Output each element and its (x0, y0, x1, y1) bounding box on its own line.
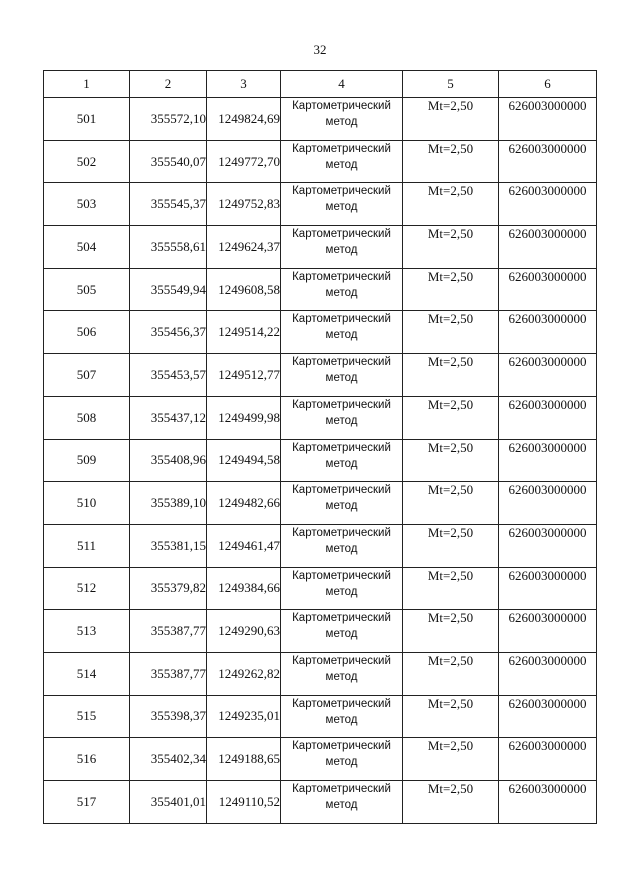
table-row (44, 98, 597, 141)
method-line-2: метод (325, 414, 358, 427)
method-line-2: метод (325, 201, 358, 214)
code: 626003000000 (499, 695, 597, 738)
coordinate-x: 355387,77 (130, 652, 207, 695)
method-cell (281, 524, 403, 567)
method-line-1: Картометрический (292, 441, 391, 454)
method-line-1: Картометрический (292, 313, 391, 326)
method-line-2: метод (325, 585, 358, 598)
table-row (44, 140, 597, 183)
method-line-2: метод (325, 670, 358, 683)
accuracy: Mt=2,50 (403, 652, 499, 695)
method-cell (281, 226, 403, 269)
table-row (44, 567, 597, 610)
accuracy: Mt=2,50 (403, 567, 499, 610)
point-number: 513 (44, 610, 130, 653)
coordinate-x: 355545,37 (130, 183, 207, 226)
coordinate-y: 1249482,66 (207, 482, 281, 525)
code: 626003000000 (499, 183, 597, 226)
column-header-3: 3 (207, 71, 281, 98)
coordinate-y: 1249384,66 (207, 567, 281, 610)
accuracy: Mt=2,50 (403, 482, 499, 525)
method-line-2: метод (325, 713, 358, 726)
point-number: 509 (44, 439, 130, 482)
table-row (44, 183, 597, 226)
method-cell (281, 482, 403, 525)
code: 626003000000 (499, 311, 597, 354)
coordinate-x: 355540,07 (130, 140, 207, 183)
point-number: 503 (44, 183, 130, 226)
coordinate-x: 355401,01 (130, 781, 207, 824)
table-row (44, 781, 597, 824)
table-row (44, 268, 597, 311)
method-line-2: метод (325, 244, 358, 257)
code: 626003000000 (499, 354, 597, 397)
column-header-1: 1 (44, 71, 130, 98)
method-cell (281, 610, 403, 653)
point-number: 505 (44, 268, 130, 311)
table-row (44, 610, 597, 653)
code: 626003000000 (499, 781, 597, 824)
coordinate-x: 355558,61 (130, 226, 207, 269)
code: 626003000000 (499, 226, 597, 269)
coordinate-x: 355381,15 (130, 524, 207, 567)
point-number: 507 (44, 354, 130, 397)
code: 626003000000 (499, 567, 597, 610)
method-line-2: метод (325, 542, 358, 555)
coordinate-x: 355453,57 (130, 354, 207, 397)
method-cell (281, 567, 403, 610)
table-row (44, 354, 597, 397)
method-line-1: Картометрический (292, 783, 391, 795)
method-line-1: Картометрический (292, 356, 391, 369)
method-line-2: метод (325, 158, 358, 171)
method-line-1: Картометрический (292, 142, 391, 155)
table-header-row (44, 71, 597, 98)
method-line-2: метод (325, 372, 358, 385)
table-row (44, 439, 597, 482)
column-header-2: 2 (130, 71, 207, 98)
code: 626003000000 (499, 98, 597, 141)
method-line-2: метод (325, 756, 358, 769)
method-line-2: метод (325, 799, 358, 811)
code: 626003000000 (499, 396, 597, 439)
coordinates-table (43, 70, 597, 824)
method-cell (281, 695, 403, 738)
coordinate-y: 1249824,69 (207, 98, 281, 141)
method-cell (281, 396, 403, 439)
table-body (44, 98, 597, 824)
coordinate-x: 355408,96 (130, 439, 207, 482)
method-cell (281, 439, 403, 482)
method-line-1: Картометрический (292, 740, 391, 753)
point-number: 516 (44, 738, 130, 781)
accuracy: Mt=2,50 (403, 226, 499, 269)
coordinate-x: 355389,10 (130, 482, 207, 525)
coordinate-y: 1249110,52 (207, 781, 281, 824)
accuracy: Mt=2,50 (403, 738, 499, 781)
method-line-1: Картометрический (292, 270, 391, 283)
coordinate-y: 1249188,65 (207, 738, 281, 781)
accuracy: Mt=2,50 (403, 98, 499, 141)
code: 626003000000 (499, 610, 597, 653)
coordinate-y: 1249290,63 (207, 610, 281, 653)
coordinate-y: 1249499,98 (207, 396, 281, 439)
method-line-1: Картометрический (292, 185, 391, 198)
method-line-1: Картометрический (292, 654, 391, 667)
method-line-2: метод (325, 116, 358, 128)
coordinate-x: 355398,37 (130, 695, 207, 738)
accuracy: Mt=2,50 (403, 781, 499, 824)
point-number: 510 (44, 482, 130, 525)
table-row (44, 226, 597, 269)
accuracy: Mt=2,50 (403, 695, 499, 738)
table-row (44, 652, 597, 695)
code: 626003000000 (499, 482, 597, 525)
accuracy: Mt=2,50 (403, 524, 499, 567)
method-line-1: Картометрический (292, 526, 391, 539)
coordinate-x: 355387,77 (130, 610, 207, 653)
accuracy: Mt=2,50 (403, 311, 499, 354)
accuracy: Mt=2,50 (403, 610, 499, 653)
table-row (44, 311, 597, 354)
method-cell (281, 140, 403, 183)
method-cell (281, 738, 403, 781)
method-line-1: Картометрический (292, 100, 391, 112)
method-cell (281, 98, 403, 141)
point-number: 515 (44, 695, 130, 738)
method-cell (281, 268, 403, 311)
table-row (44, 396, 597, 439)
page-number: 32 (313, 42, 327, 57)
code: 626003000000 (499, 439, 597, 482)
accuracy: Mt=2,50 (403, 140, 499, 183)
method-line-1: Картометрический (292, 697, 391, 710)
accuracy: Mt=2,50 (403, 183, 499, 226)
method-cell (281, 183, 403, 226)
code: 626003000000 (499, 140, 597, 183)
coordinate-x: 355572,10 (130, 98, 207, 141)
coordinate-y: 1249461,47 (207, 524, 281, 567)
point-number: 514 (44, 652, 130, 695)
coordinate-y: 1249235,01 (207, 695, 281, 738)
method-line-1: Картометрический (292, 398, 391, 411)
column-header-4: 4 (281, 71, 403, 98)
table-row (44, 482, 597, 525)
coordinate-y: 1249494,58 (207, 439, 281, 482)
point-number: 506 (44, 311, 130, 354)
code: 626003000000 (499, 524, 597, 567)
coordinate-y: 1249772,70 (207, 140, 281, 183)
method-line-1: Картометрический (292, 228, 391, 241)
coordinate-x: 355402,34 (130, 738, 207, 781)
method-line-1: Картометрический (292, 569, 391, 582)
coordinate-y: 1249608,58 (207, 268, 281, 311)
method-line-2: метод (325, 628, 358, 641)
column-header-6: 6 (499, 71, 597, 98)
point-number: 517 (44, 781, 130, 824)
method-line-2: метод (325, 286, 358, 299)
method-line-2: метод (325, 329, 358, 342)
table-row (44, 695, 597, 738)
point-number: 511 (44, 524, 130, 567)
point-number: 502 (44, 140, 130, 183)
point-number: 501 (44, 98, 130, 141)
coordinate-x: 355456,37 (130, 311, 207, 354)
method-line-1: Картометрический (292, 484, 391, 497)
method-line-2: метод (325, 500, 358, 513)
table-row (44, 738, 597, 781)
point-number: 508 (44, 396, 130, 439)
method-cell (281, 311, 403, 354)
code: 626003000000 (499, 268, 597, 311)
code: 626003000000 (499, 652, 597, 695)
method-line-2: метод (325, 457, 358, 470)
accuracy: Mt=2,50 (403, 439, 499, 482)
coordinate-y: 1249624,37 (207, 226, 281, 269)
coordinate-x: 355437,12 (130, 396, 207, 439)
coordinate-y: 1249514,22 (207, 311, 281, 354)
column-header-5: 5 (403, 71, 499, 98)
coordinate-y: 1249752,83 (207, 183, 281, 226)
point-number: 512 (44, 567, 130, 610)
table-row (44, 524, 597, 567)
accuracy: Mt=2,50 (403, 396, 499, 439)
accuracy: Mt=2,50 (403, 354, 499, 397)
method-line-1: Картометрический (292, 612, 391, 625)
method-cell (281, 354, 403, 397)
accuracy: Mt=2,50 (403, 268, 499, 311)
coordinate-y: 1249262,82 (207, 652, 281, 695)
method-cell (281, 652, 403, 695)
coordinate-x: 355549,94 (130, 268, 207, 311)
point-number: 504 (44, 226, 130, 269)
method-cell (281, 781, 403, 824)
coordinate-y: 1249512,77 (207, 354, 281, 397)
code: 626003000000 (499, 738, 597, 781)
coordinate-x: 355379,82 (130, 567, 207, 610)
